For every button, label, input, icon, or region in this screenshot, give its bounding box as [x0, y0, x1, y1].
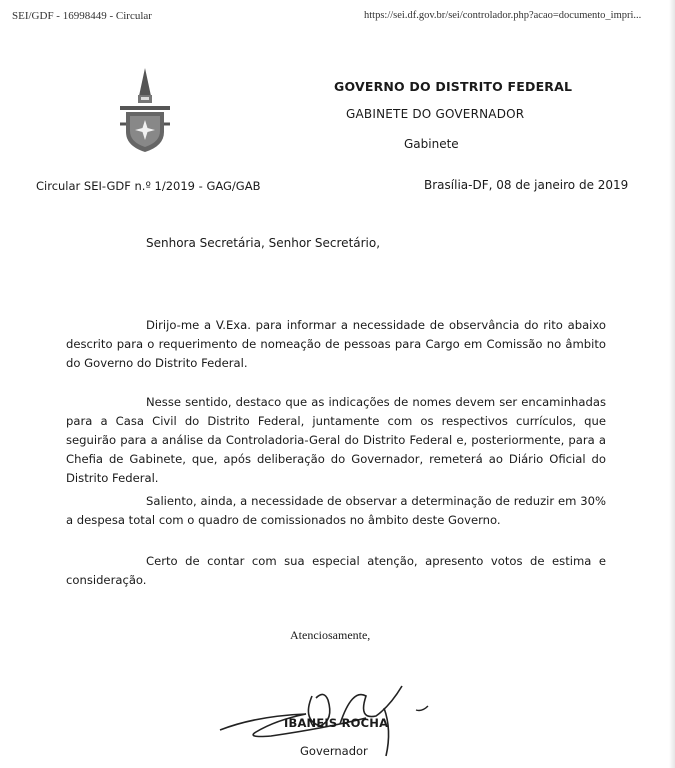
paragraph — [66, 393, 606, 488]
print-header-url: https://sei.df.gov.br/sei/controlador.php?acao=documento_impri... — [364, 10, 642, 21]
print-header-doc-id: SEI/GDF - 16998449 - Circular — [12, 10, 152, 22]
paragraph-text: Nesse sentido, destaco que as indicações de nomes devem ser encaminhadas para a Casa Civil do Distrito Federal, juntamente com os respectivos currículos, que seguirão para a análise da Controladoria-Geral do Distrito Federal e, posteriormente, para a Chefia de Gabinete, que, após deliberação do Governador, remeterá ao Diário Oficial do Distrito Federal. — [66, 395, 606, 485]
paragraph — [66, 552, 606, 590]
paragraph — [66, 492, 606, 530]
gdf-crest-icon — [116, 66, 174, 154]
signer-name: IBANEIS ROCHA — [284, 716, 389, 730]
paragraph-text: Dirijo-me a V.Exa. para informar a necessidade de observância do rito abaixo descrito para o requerimento de nomeação de pessoas para Cargo em Comissão no âmbito do Governo do Distrito Federal. — [66, 318, 606, 370]
closing: Atenciosamente, — [290, 628, 371, 642]
place-date: Brasília-DF, 08 de janeiro de 2019 — [424, 178, 629, 192]
unit-name: Gabinete — [404, 137, 459, 151]
paragraph — [66, 316, 606, 373]
paragraph-text: Certo de contar com sua especial atenção, apresento votos de estima e consideração. — [66, 554, 606, 587]
circular-reference: Circular SEI-GDF n.º 1/2019 - GAG/GAB — [36, 179, 261, 193]
office-name: GABINETE DO GOVERNADOR — [346, 107, 525, 121]
government-name: GOVERNO DO DISTRITO FEDERAL — [334, 79, 573, 94]
signer-role: Governador — [300, 744, 368, 758]
paragraph-text: Saliento, ainda, a necessidade de observar a determinação de reduzir em 30% a despesa total com o quadro de comissionados no âmbito deste Governo. — [66, 494, 606, 527]
greeting: Senhora Secretária, Senhor Secretário, — [146, 236, 381, 250]
page-edge-shadow — [669, 0, 675, 768]
